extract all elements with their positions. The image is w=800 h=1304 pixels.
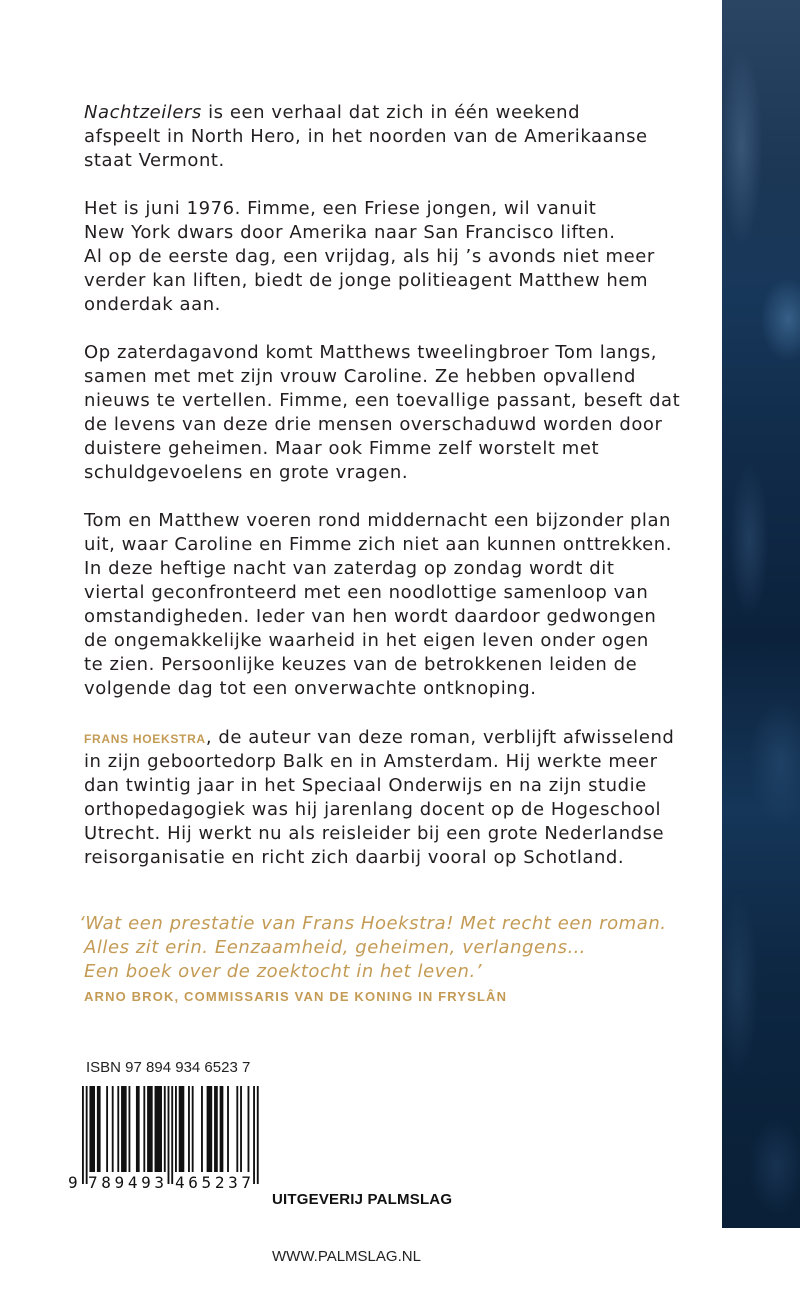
text-line: In deze heftige nacht van zaterdag op zondag wordt dit	[84, 558, 615, 579]
barcode-guard-bar	[86, 1086, 88, 1184]
text-line: uit, waar Caroline en Fimme zich niet aan kunnen onttrekken.	[84, 534, 673, 555]
barcode-bar	[240, 1086, 242, 1172]
text-line: Utrecht. Hij werkt nu als reisleider bij een grote Nederlandse	[84, 823, 665, 844]
ean13-barcode	[64, 1080, 264, 1192]
barcode-bar	[112, 1086, 114, 1172]
quote-line: ‘Wat een prestatie van Frans Hoekstra! Met recht een roman.	[79, 913, 667, 934]
text-line	[84, 726, 674, 750]
text-line: nieuws te vertellen. Fimme, een toevallige passant, beseft dat	[84, 390, 681, 411]
barcode-bar	[207, 1086, 213, 1172]
text-line: omstandigheden. Ieder van hen wordt daardoor gedwongen	[84, 606, 657, 627]
publisher-name: UITGEVERIJ PALMSLAG	[272, 1191, 453, 1208]
text-line: samen met met zijn vrouw Caroline. Ze hebben opvallend	[84, 366, 636, 387]
barcode-bar	[188, 1086, 190, 1172]
barcode-bar	[106, 1086, 108, 1172]
barcode-bar	[89, 1086, 95, 1172]
text-line: Het is juni 1976. Fimme, een Friese jongen, wil vanuit	[84, 198, 597, 219]
intro-paragraph	[84, 101, 648, 173]
text-line: Tom en Matthew voeren rond middernacht een bijzonder plan	[84, 510, 672, 531]
barcode-bar	[143, 1086, 145, 1172]
text-span: is een verhaal dat zich in één weekend	[201, 102, 581, 123]
text-line: volgende dag tot een onverwachte ontknoping.	[84, 678, 537, 699]
text-line: schuldgevoelens en grote vragen.	[84, 462, 409, 483]
text-line: orthopedagogiek was hij jarenlang docent op de Hogeschool	[84, 799, 662, 820]
text-line: in zijn geboortedorp Balk en in Amsterdam. Hij werkte meer	[84, 751, 658, 772]
barcode-guard-bar	[253, 1086, 255, 1184]
story-paragraph	[84, 341, 680, 485]
barcode-bar	[175, 1086, 177, 1172]
barcode-bar	[227, 1086, 229, 1172]
text-line: de ongemakkelijke waarheid in het eigen leven onder ogen	[84, 630, 649, 651]
text-line: dan twintig jaar in het Speciaal Onderwijs en na zijn studie	[84, 775, 647, 796]
text-line: afspeelt in North Hero, in het noorden van de Amerikaanse	[84, 126, 648, 147]
barcode-bar	[220, 1086, 224, 1172]
author-bio	[84, 726, 674, 870]
text-line: Al op de eerste dag, een vrijdag, als hij ’s avonds niet meer	[84, 246, 655, 267]
text-span: , de auteur van deze roman, verblijft afwisselend	[205, 727, 675, 748]
text-line: New York dwars door Amerika naar San Francisco liften.	[84, 222, 616, 243]
quote-line: Alles zit erin. Eenzaamheid, geheimen, verlangens…	[84, 937, 587, 958]
barcode-lead-digit: 9	[68, 1173, 78, 1192]
barcode-bar	[236, 1086, 238, 1172]
barcode-bar	[129, 1086, 131, 1172]
barcode-bar	[117, 1086, 119, 1172]
quote-line: Een boek over de zoektocht in het leven.’	[84, 961, 483, 982]
barcode-right-digits: 465237	[175, 1173, 251, 1192]
barcode-bar	[136, 1086, 140, 1172]
barcode-bar	[121, 1086, 127, 1172]
barcode-left-digits: 789493	[88, 1173, 164, 1192]
barcode-bar	[164, 1086, 166, 1172]
text-line: duistere geheimen. Maar ook Fimme zelf worstelt met	[84, 438, 600, 459]
barcode-bar	[97, 1086, 101, 1172]
endorsement-quote	[79, 912, 667, 984]
text-line: Op zaterdagavond komt Matthews tweelingbroer Tom langs,	[84, 342, 658, 363]
barcode-bar	[201, 1086, 203, 1172]
cover-artwork-edge	[722, 0, 800, 1228]
barcode-guard-bar	[257, 1086, 259, 1184]
text-line: te zien. Persoonlijke keuzes van de betrokkenen leiden de	[84, 654, 638, 675]
barcode-guard-bar	[171, 1086, 173, 1184]
isbn-label: ISBN 97 894 934 6523 7	[86, 1059, 251, 1076]
text-line: de levens van deze drie mensen overschaduwd worden door	[84, 414, 663, 435]
text-line: staat Vermont.	[84, 150, 225, 171]
text-line: viertal geconfronteerd met een noodlottige samenloop van	[84, 582, 649, 603]
barcode-bar	[179, 1086, 185, 1172]
publisher-website: WWW.PALMSLAG.NL	[272, 1248, 421, 1265]
author-name: FRANS HOEKSTRA	[84, 732, 206, 746]
barcode-bar	[214, 1086, 218, 1172]
publisher-imprint	[272, 1152, 452, 1304]
barcode-bar	[155, 1086, 162, 1172]
story-paragraph	[84, 509, 672, 701]
story-paragraph	[84, 197, 655, 317]
text-line	[84, 101, 648, 125]
book-title: Nachtzeilers	[84, 102, 202, 123]
barcode-bar	[147, 1086, 153, 1172]
barcode-bar	[248, 1086, 250, 1172]
text-line: reisorganisatie en richt zich daarbij vooral op Schotland.	[84, 847, 625, 868]
barcode-guard-bar	[82, 1086, 84, 1184]
text-line: onderdak aan.	[84, 294, 221, 315]
quote-attribution: ARNO BROK, COMMISSARIS VAN DE KONING IN FRYSLÂN	[84, 989, 508, 1004]
barcode-guard-bar	[168, 1086, 170, 1184]
text-line: verder kan liften, biedt de jonge politieagent Matthew hem	[84, 270, 649, 291]
barcode-bar	[192, 1086, 194, 1172]
